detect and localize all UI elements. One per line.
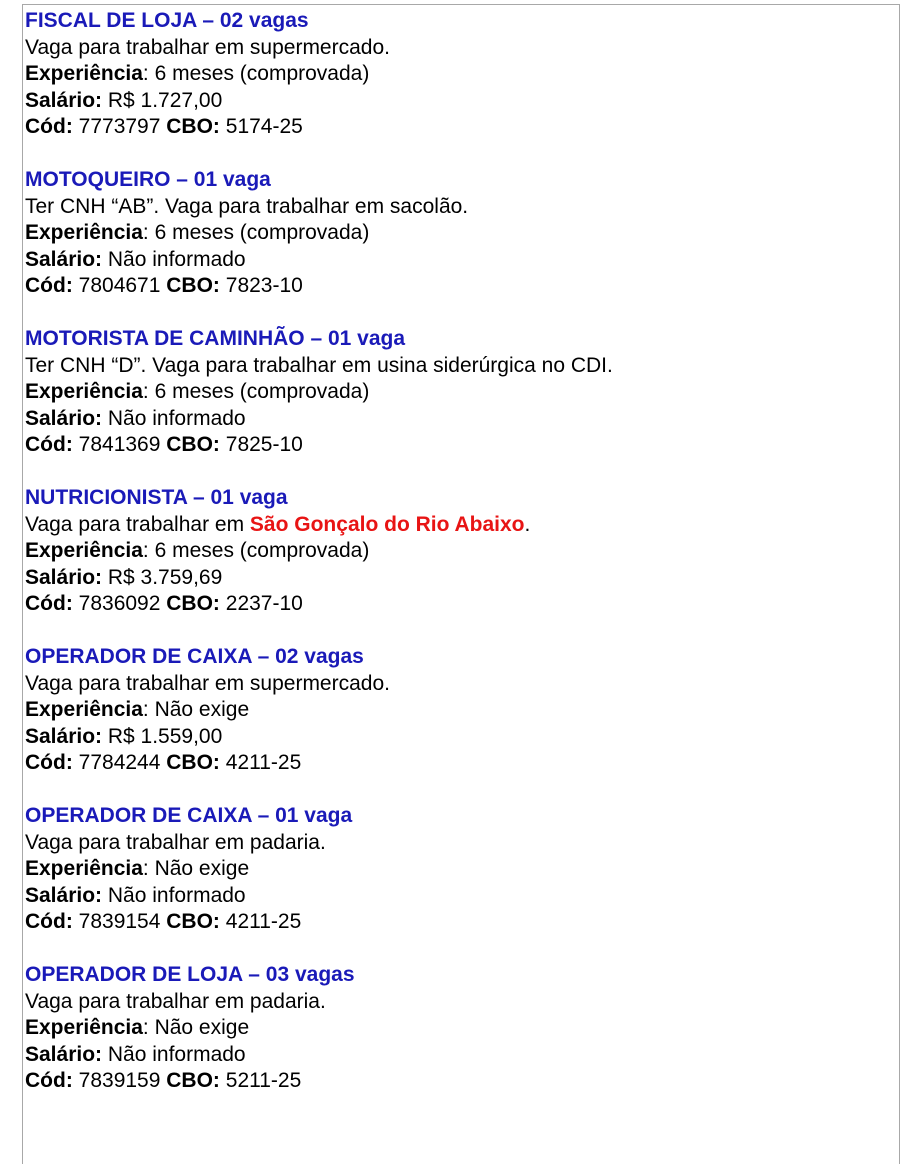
- cbo-label: CBO:: [166, 1069, 220, 1092]
- job-salary: [25, 1042, 885, 1069]
- job-listing: [25, 8, 885, 141]
- job-description: Ter CNH “AB”. Vaga para trabalhar em sacolão.: [25, 194, 469, 218]
- code-value: 7773797: [72, 115, 167, 138]
- cbo-value: 7823-10: [219, 274, 303, 297]
- salary-label: Salário:: [25, 565, 103, 589]
- cbo-value: 4211-25: [219, 751, 302, 774]
- code-label: Cód:: [25, 433, 73, 456]
- salary-label: Salário:: [25, 406, 103, 430]
- cbo-label: CBO:: [166, 115, 220, 138]
- description-suffix: .: [524, 512, 531, 536]
- job-title: NUTRICIONISTA – 01 vaga: [25, 486, 288, 509]
- job-description: Vaga para trabalhar em padaria.: [25, 830, 326, 854]
- experience-value: : 6 meses (comprovada): [142, 221, 370, 244]
- code-value: 7839154: [72, 910, 167, 933]
- job-salary: [25, 883, 885, 910]
- code-label: Cód:: [25, 115, 73, 138]
- code-value: 7836092: [72, 592, 167, 615]
- job-codes: [25, 750, 885, 777]
- job-title: OPERADOR DE CAIXA – 01 vaga: [25, 804, 353, 827]
- job-title: OPERADOR DE LOJA – 03 vagas: [25, 963, 355, 986]
- job-experience: [25, 856, 885, 883]
- salary-label: Salário:: [25, 88, 103, 112]
- cbo-value: 2237-10: [219, 592, 303, 615]
- location-highlight: São Gonçalo do Rio Abaixo: [249, 512, 525, 536]
- job-codes: [25, 1068, 885, 1095]
- experience-label: Experiência: [25, 1016, 143, 1039]
- job-listing: [25, 644, 885, 777]
- code-label: Cód:: [25, 910, 73, 933]
- job-salary: [25, 406, 885, 433]
- cbo-label: CBO:: [166, 910, 220, 933]
- cbo-label: CBO:: [166, 592, 220, 615]
- salary-value: R$ 3.759,69: [102, 565, 223, 589]
- salary-value: Não informado: [102, 1042, 246, 1066]
- job-title: MOTORISTA DE CAMINHÃO – 01 vaga: [25, 327, 406, 350]
- experience-label: Experiência: [25, 698, 143, 721]
- experience-value: : Não exige: [142, 857, 250, 880]
- code-value: 7841369: [72, 433, 167, 456]
- job-codes: [25, 591, 885, 618]
- experience-value: : 6 meses (comprovada): [142, 380, 370, 403]
- job-listing: [25, 962, 885, 1095]
- cbo-label: CBO:: [166, 433, 220, 456]
- job-salary: [25, 247, 885, 274]
- job-description: Ter CNH “D”. Vaga para trabalhar em usina siderúrgica no CDI.: [25, 353, 613, 377]
- experience-label: Experiência: [25, 62, 143, 85]
- job-experience: [25, 379, 885, 406]
- job-title: MOTOQUEIRO – 01 vaga: [25, 168, 271, 191]
- code-label: Cód:: [25, 274, 73, 297]
- job-listing: [25, 326, 885, 459]
- code-label: Cód:: [25, 751, 73, 774]
- job-experience: [25, 61, 885, 88]
- salary-label: Salário:: [25, 883, 103, 907]
- salary-label: Salário:: [25, 1042, 103, 1066]
- experience-value: : 6 meses (comprovada): [142, 62, 370, 85]
- job-listings: [25, 8, 885, 1121]
- job-listing: [25, 167, 885, 300]
- job-codes: [25, 114, 885, 141]
- job-codes: [25, 432, 885, 459]
- salary-value: Não informado: [102, 247, 246, 271]
- experience-label: Experiência: [25, 857, 143, 880]
- experience-value: : 6 meses (comprovada): [142, 539, 370, 562]
- job-experience: [25, 220, 885, 247]
- job-description: [25, 512, 885, 539]
- code-value: 7784244: [72, 751, 167, 774]
- salary-value: Não informado: [102, 406, 246, 430]
- job-experience: [25, 538, 885, 565]
- salary-value: R$ 1.559,00: [102, 724, 223, 748]
- salary-value: Não informado: [102, 883, 246, 907]
- job-salary: [25, 724, 885, 751]
- code-label: Cód:: [25, 592, 73, 615]
- job-description: Vaga para trabalhar em supermercado.: [25, 671, 390, 695]
- description-prefix: Vaga para trabalhar em: [25, 512, 250, 536]
- job-listing: [25, 803, 885, 936]
- experience-label: Experiência: [25, 221, 143, 244]
- job-title: FISCAL DE LOJA – 02 vagas: [25, 9, 309, 32]
- code-value: 7839159: [72, 1069, 167, 1092]
- experience-label: Experiência: [25, 380, 143, 403]
- job-codes: [25, 909, 885, 936]
- cbo-value: 7825-10: [219, 433, 303, 456]
- code-value: 7804671: [72, 274, 167, 297]
- job-codes: [25, 273, 885, 300]
- job-description: Vaga para trabalhar em supermercado.: [25, 35, 390, 59]
- cbo-value: 5211-25: [219, 1069, 302, 1092]
- experience-value: : Não exige: [142, 1016, 250, 1039]
- salary-value: R$ 1.727,00: [102, 88, 223, 112]
- job-title: OPERADOR DE CAIXA – 02 vagas: [25, 645, 364, 668]
- cbo-value: 5174-25: [219, 115, 303, 138]
- job-listing: [25, 485, 885, 618]
- salary-label: Salário:: [25, 724, 103, 748]
- code-label: Cód:: [25, 1069, 73, 1092]
- cbo-label: CBO:: [166, 274, 220, 297]
- job-experience: [25, 1015, 885, 1042]
- cbo-value: 4211-25: [219, 910, 302, 933]
- job-salary: [25, 565, 885, 592]
- cbo-label: CBO:: [166, 751, 220, 774]
- job-experience: [25, 697, 885, 724]
- salary-label: Salário:: [25, 247, 103, 271]
- experience-label: Experiência: [25, 539, 143, 562]
- experience-value: : Não exige: [142, 698, 250, 721]
- job-description: Vaga para trabalhar em padaria.: [25, 989, 326, 1013]
- job-salary: [25, 88, 885, 115]
